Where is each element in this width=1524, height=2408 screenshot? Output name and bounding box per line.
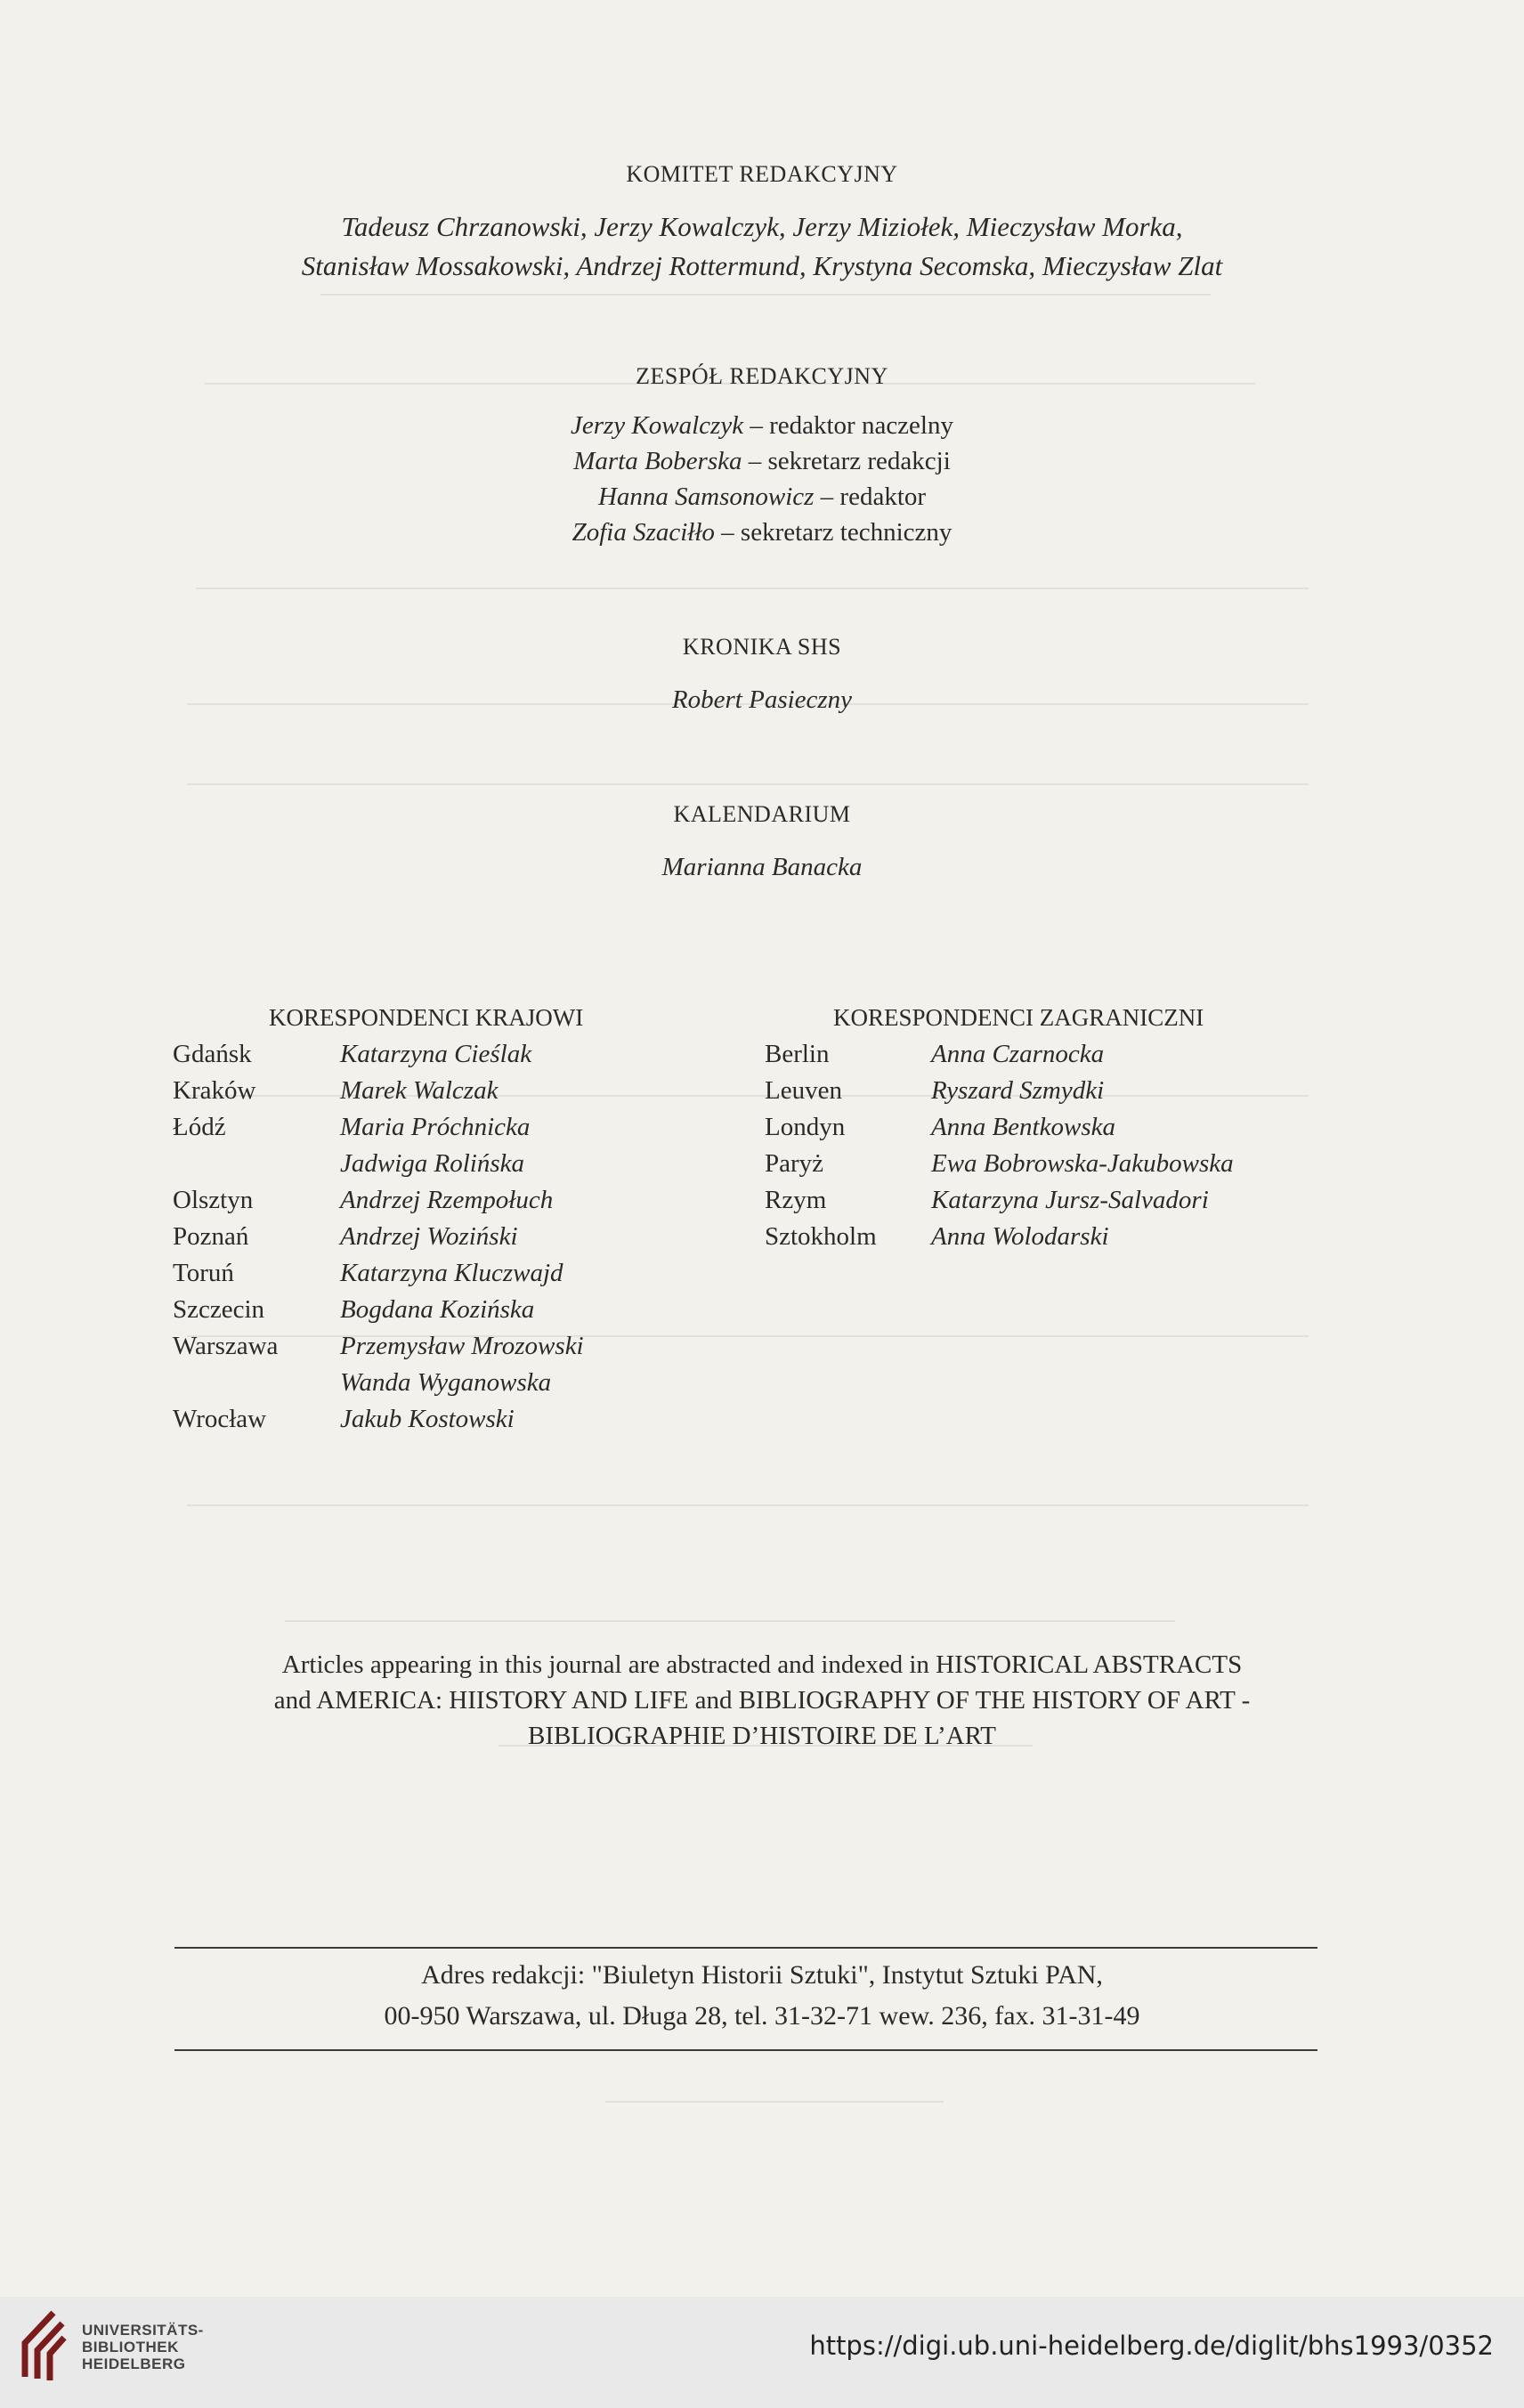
city: Warszawa — [173, 1332, 279, 1360]
chronicle-name: Robert Pasieczny — [671, 685, 853, 714]
city: Łódź — [173, 1113, 226, 1141]
city: Londyn — [765, 1113, 846, 1141]
correspondent: Anna Bentkowska — [931, 1113, 1115, 1141]
indexing-note-line-2: and AMERICA: HIISTORY AND LIFE and BIBLIOGRAPHY OF THE HISTORY OF ART - — [273, 1686, 1251, 1715]
editorial-team-member — [0, 408, 1524, 443]
correspondent: Katarzyna Kluczwajd — [340, 1259, 563, 1287]
correspondent: Jakub Kostowski — [340, 1405, 515, 1433]
city: Berlin — [765, 1040, 830, 1068]
correspondent: Jadwiga Rolińska — [340, 1149, 525, 1178]
editorial-team-member — [0, 443, 1524, 479]
city: Olsztyn — [173, 1186, 254, 1214]
city: Toruń — [173, 1259, 234, 1287]
domestic-correspondents-heading: KORESPONDENCI KRAJOWI — [269, 1004, 584, 1031]
member-role: – redaktor naczelny — [743, 411, 953, 440]
city: Leuven — [765, 1076, 842, 1105]
address-rule-top — [174, 1947, 1317, 1949]
city: Sztokholm — [765, 1222, 877, 1251]
library-logo-text — [82, 2322, 204, 2372]
correspondent: Ryszard Szmydki — [931, 1076, 1105, 1105]
chronicle-heading: KRONIKA SHS — [682, 634, 842, 660]
member-role: – redaktor — [814, 482, 927, 511]
editorial-team-heading: ZESPÓŁ REDAKCYJNY — [636, 363, 888, 389]
calendar-name: Marianna Banacka — [661, 853, 863, 881]
correspondent: Anna Czarnocka — [931, 1040, 1105, 1068]
city: Wrocław — [173, 1405, 267, 1433]
library-logo-icon — [18, 2307, 68, 2382]
correspondent: Marek Walczak — [340, 1076, 499, 1105]
permalink-url[interactable]: https://digi.ub.uni-heidelberg.de/diglit/bhs1993/0352 — [809, 2331, 1494, 2361]
member-role: – sekretarz techniczny — [714, 518, 952, 547]
correspondent: Andrzej Woziński — [340, 1222, 518, 1251]
logo-line: BIBLIOTHEK — [82, 2339, 179, 2355]
correspondent: Bogdana Kozińska — [340, 1295, 535, 1324]
foreign-correspondents-heading: KORESPONDENCI ZAGRANICZNI — [833, 1004, 1204, 1031]
correspondent: Anna Wolodarski — [931, 1222, 1109, 1251]
city: Paryż — [765, 1149, 824, 1178]
city: Poznań — [173, 1222, 249, 1251]
member-role: – sekretarz redakcji — [742, 447, 951, 475]
editorial-team-member — [0, 515, 1524, 550]
indexing-note-line-1: Articles appearing in this journal are abstracted and indexed in HISTORICAL ABSTRACTS — [281, 1650, 1243, 1679]
indexing-note-line-3: BIBLIOGRAPHIE D’HISTOIRE DE L’ART — [528, 1722, 996, 1750]
correspondent: Katarzyna Jursz-Salvadori — [931, 1186, 1209, 1214]
member-name: Jerzy Kowalczyk — [570, 411, 744, 440]
correspondent: Maria Próchnicka — [340, 1113, 531, 1141]
logo-line: HEIDELBERG — [82, 2355, 186, 2372]
city: Szczecin — [173, 1295, 265, 1324]
city: Rzym — [765, 1186, 827, 1214]
member-name: Zofia Szaciłło — [572, 518, 715, 547]
address-rule-bottom — [174, 2049, 1317, 2051]
calendar-heading: KALENDARIUM — [673, 801, 851, 827]
correspondent: Ewa Bobrowska-Jakubowska — [931, 1149, 1234, 1178]
address-line-1: Adres redakcji: "Biuletyn Historii Sztuki", Instytut Sztuki PAN, — [421, 1960, 1103, 1990]
logo-line: UNIVERSITÄTS- — [82, 2322, 204, 2339]
city: Kraków — [173, 1076, 256, 1105]
member-name: Marta Boberska — [573, 447, 742, 475]
correspondent: Katarzyna Cieślak — [340, 1040, 532, 1068]
editorial-board-names-line-1: Tadeusz Chrzanowski, Jerzy Kowalczyk, Jerzy Miziołek, Mieczysław Morka, — [341, 211, 1183, 242]
editorial-board-heading: KOMITET REDAKCYJNY — [626, 161, 898, 187]
city: Gdańsk — [173, 1040, 252, 1068]
editorial-team-member — [0, 479, 1524, 515]
address-line-2: 00-950 Warszawa, ul. Długa 28, tel. 31-32-71 wew. 236, fax. 31-31-49 — [384, 2001, 1140, 2031]
correspondent: Andrzej Rzempołuch — [340, 1186, 554, 1214]
member-name: Hanna Samsonowicz — [597, 482, 815, 511]
correspondent: Wanda Wyganowska — [340, 1368, 552, 1397]
correspondent: Przemysław Mrozowski — [340, 1332, 584, 1360]
editorial-board-names-line-2: Stanisław Mossakowski, Andrzej Rottermund, Krystyna Secomska, Mieczysław Zlat — [301, 250, 1223, 281]
